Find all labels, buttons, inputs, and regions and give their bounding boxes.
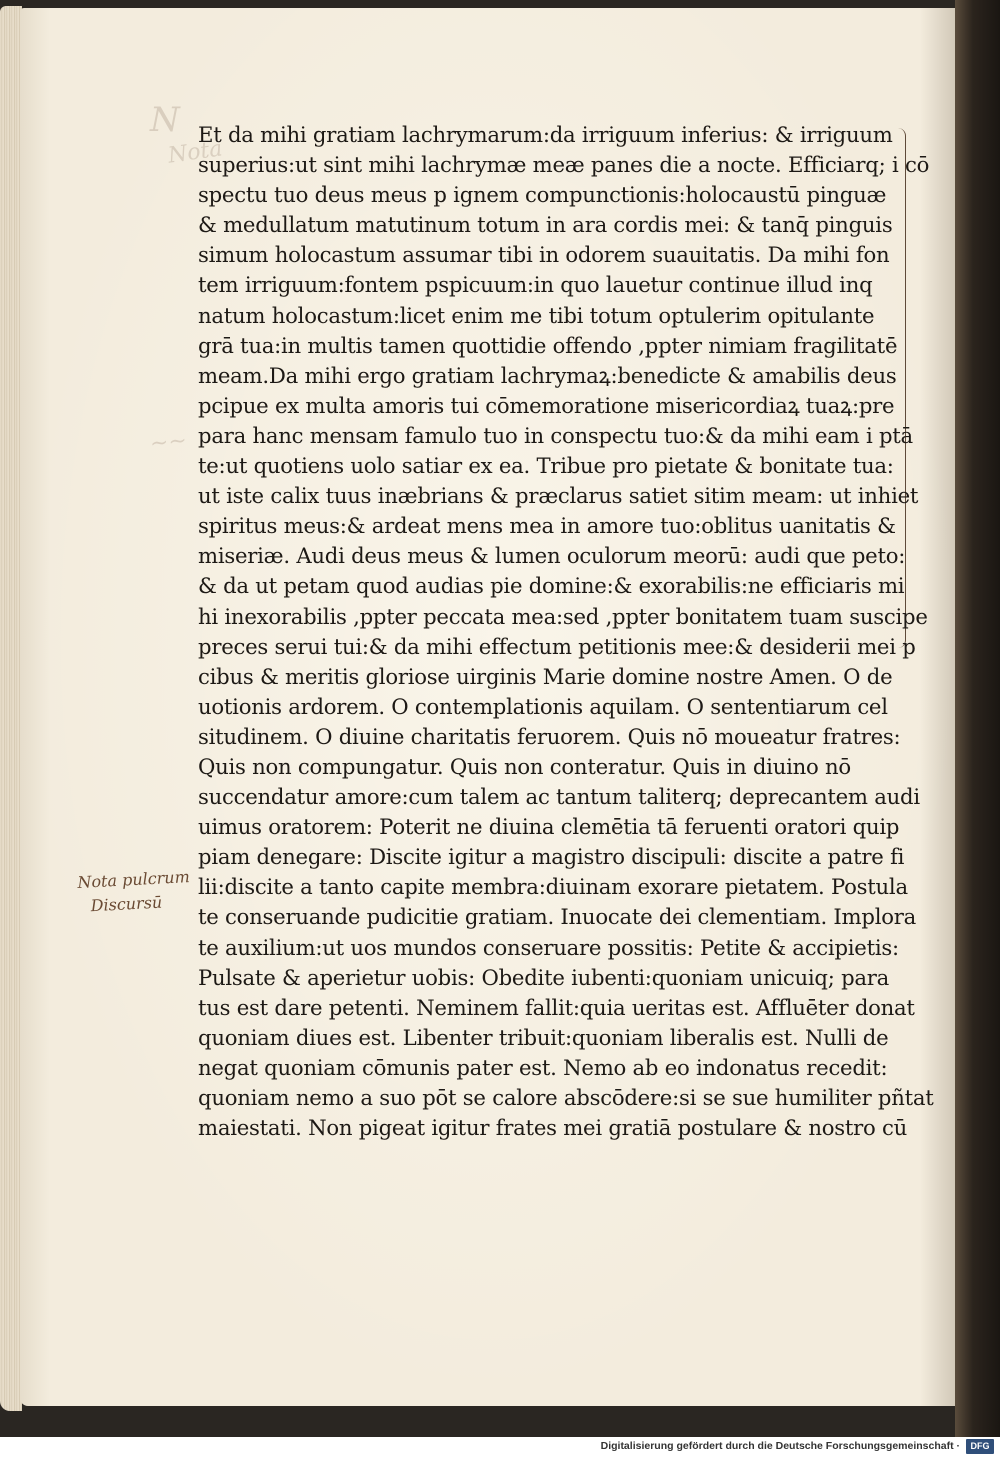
- marginal-note-line: Discursū: [90, 892, 163, 916]
- footer-bar: [0, 1437, 1000, 1459]
- text-line: & medullatum matutinum totum in ara cordis mei: & tanq̄ pinguis: [198, 212, 893, 238]
- text-line: succendatur amore:cum talem ac tantum taliterq; deprecantem audi: [198, 784, 920, 810]
- text-line: meam.Da mihi ergo gratiam lachrymaꝝ:benedicte & amabilis deus: [198, 362, 897, 388]
- text-line: te:ut quotiens uolo satiar ex ea. Tribue pro pietate & bonitate tua:: [198, 453, 894, 479]
- text-line: para hanc mensam famulo tuo in conspectu tuo:& da mihi eam i ptā: [198, 422, 913, 448]
- marginal-note: [77, 865, 192, 919]
- text-line: negat quoniam cōmunis pater est. Nemo ab eo indonatus recedit:: [198, 1054, 888, 1080]
- text-line: quoniam nemo a suo pōt se calore abscōdere:si se sue humiliter pñtat: [198, 1085, 934, 1110]
- marginal-note-line: Nota pulcrum: [76, 867, 191, 892]
- footer-credit: Digitalisierung gefördert durch die Deutsche Forschungsgemeinschaft ·: [600, 1440, 960, 1452]
- text-line: Et da mihi gratiam lachrymarum:da irriguum inferius: & irriguum: [198, 122, 893, 147]
- text-line: cibus & meritis gloriose uirginis Marie domine nostre Amen. O de: [198, 663, 893, 689]
- text-line: quoniam diues est. Libenter tribuit:quoniam liberalis est. Nulli de: [198, 1024, 889, 1050]
- text-line: spectu tuo deus meus p ignem compunctionis:holocaustū pinguæ: [198, 182, 887, 208]
- text-line: miseriæ. Audi deus meus & lumen oculorum meorū: audi que peto:: [198, 543, 906, 569]
- text-line: uotionis ardorem. O contemplationis aquilam. O sententiarum cel: [198, 693, 888, 719]
- text-line: superius:ut sint mihi lachrymæ meæ panes die a nocte. Efficiarq; i cō: [198, 152, 930, 178]
- text-line: natum holocastum:licet enim me tibi totum optulerim opitulante: [198, 302, 875, 328]
- text-line: maiestati. Non pigeat igitur frates mei gratiā postulare & nostro cū: [198, 1115, 908, 1141]
- text-line: te conseruande pudicitie gratiam. Inuocate dei clementiam. Implora: [198, 904, 916, 930]
- text-line: ut iste calix tuus inæbrians & præclarus satiet sitim meam: ut inhiet: [198, 483, 919, 509]
- text-line: uimus oratorem: Poterit ne diuina clemētia tā feruenti oratori quip: [198, 814, 900, 840]
- book-gutter: [955, 0, 1000, 1437]
- text-line: tus est dare petenti. Neminem fallit:quia ueritas est. Affluēter donat: [198, 994, 915, 1020]
- text-line: te auxilium:ut uos mundos conseruare possitis: Petite & accipietis:: [198, 934, 899, 960]
- text-line: hi inexorabilis ,ppter peccata mea:sed ,ppter bonitatem tuam suscipe: [198, 603, 928, 629]
- text-line: grā tua:in multis tamen quottidie offendo ,ppter nimiam fragilitatē: [198, 332, 898, 358]
- text-line: pcipue ex multa amoris tui cōmemoratione misericordiaꝝ tuaꝝ:pre: [198, 392, 895, 418]
- text-line: Quis non compungatur. Quis non conteratur. Quis in diuino nō: [198, 753, 851, 779]
- text-line: & da ut petam quod audias pie domine:& exorabilis:ne efficiaris mi: [198, 573, 905, 599]
- bleed-through-mark: ~~: [148, 428, 189, 457]
- text-line: preces serui tui:& da mihi effectum petitionis mee:& desiderii mei p: [198, 633, 916, 659]
- text-line: simum holocastum assumar tibi in odorem suauitatis. Da mihi fon: [198, 242, 890, 268]
- bleed-through-mark: N: [150, 100, 180, 140]
- text-line: spiritus meus:& ardeat mens mea in amore tuo:oblitus uanitatis &: [198, 513, 896, 539]
- text-line: lii:discite a tanto capite membra:diuinam exorare pietatem. Postula: [198, 874, 908, 900]
- bleed-through-mark: Nota: [166, 136, 224, 169]
- text-line: piam denegare: Discite igitur a magistro discipuli: discite a patre fi: [198, 844, 905, 870]
- dfg-logo: DFG: [966, 1439, 994, 1454]
- text-line: situdinem. O diuine charitatis feruorem. Quis nō moueatur fratres:: [198, 723, 901, 749]
- text-line: tem irriguum:fontem pspicuum:in quo lauetur continue illud inq: [198, 272, 873, 298]
- page-edges: [0, 6, 22, 1411]
- body-text: [198, 120, 934, 1143]
- text-line: Pulsate & aperietur uobis: Obedite iubenti:quoniam unicuiq; para: [198, 964, 890, 990]
